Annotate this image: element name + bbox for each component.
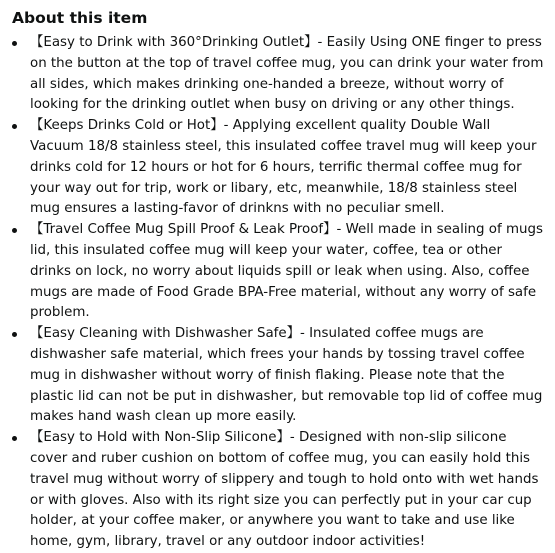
bullet-text: 【Easy to Hold with Non-Slip Silicone】- Designed with non-slip silicone cover and ruber cushion on bottom of coffee mug, you can easily hold this travel mug without worry of slippery and tough to hold onto with wet hands or with gloves. Also with its right size you can perfectly put in your car cup holder, at your coffee maker, or anywhere you want to take and use like home, gym, library, travel or any outdoor indoor activities! <box>30 430 539 550</box>
feature-bullet-list <box>12 33 545 553</box>
feature-bullet-spill-proof <box>12 220 545 324</box>
bullet-dot-icon <box>12 124 17 129</box>
bullet-text: 【Easy Cleaning with Dishwasher Safe】- Insulated coffee mugs are dishwasher safe material, which frees your hands by tossing travel coffee mug in dishwasher without worry of finish flaking. Please note that the plastic lid can not be put in dishwasher, but removable top lid of coffee mug makes hand wash clean up more easily. <box>30 326 543 425</box>
bullet-text: 【Easy to Drink with 360°Drinking Outlet】- Easily Using ONE finger to press on the button at the top of travel coffee mug, you can drink your water from all sides, which makes drinking one-handed a breeze, without worry of looking for the drinking outlet when busy on driving or any other things. <box>30 35 544 113</box>
bullet-text: 【Travel Coffee Mug Spill Proof & Leak Proof】- Well made in sealing of mugs lid, this insulated coffee mug will keep your water, coffee, tea or other drinks on lock, no worry about liquids spill or leak when using. Also, coffee mugs are made of Food Grade BPA-Free material, without any worry of safe problem. <box>30 222 543 321</box>
bullet-dot-icon <box>12 332 17 337</box>
feature-bullet-non-slip <box>12 428 545 553</box>
feature-bullet-cold-or-hot <box>12 116 545 220</box>
feature-bullet-dishwasher-safe <box>12 324 545 428</box>
bullet-dot-icon <box>12 436 17 441</box>
bullet-text: 【Keeps Drinks Cold or Hot】- Applying excellent quality Double Wall Vacuum 18/8 stainless steel, this insulated coffee travel mug will keep your drinks cold for 12 hours or hot for 6 hours, terrific thermal coffee mug for your way out for trip, work or libary, etc, meanwhile, 18/8 stainless steel mug ensures a lasting-favor of drinkns with no peculiar smell. <box>30 118 537 217</box>
bullet-dot-icon <box>12 41 17 46</box>
section-heading: About this item <box>12 9 148 27</box>
bullet-dot-icon <box>12 228 17 233</box>
feature-bullet-drinking-outlet <box>12 33 545 116</box>
